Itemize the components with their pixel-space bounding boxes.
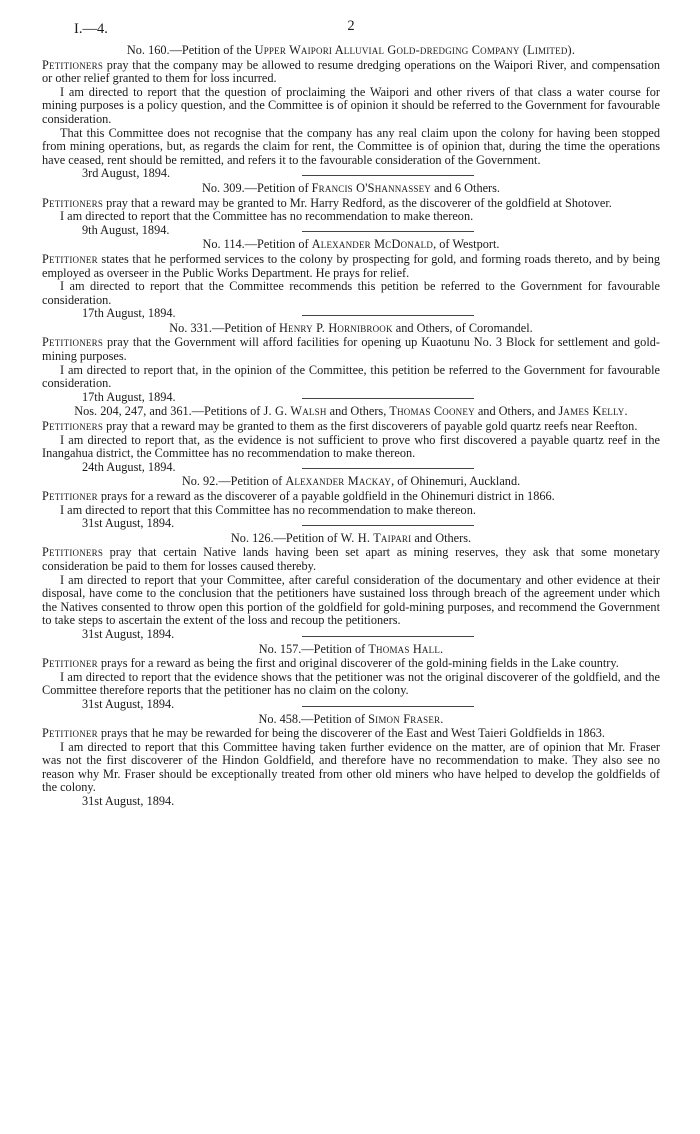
committee-report: [42, 671, 660, 698]
committee-report: [42, 127, 660, 168]
petition-number: No. 160.—Petition of the: [126, 43, 255, 57]
committee-report: [42, 364, 660, 391]
report-date: 31st August, 1894.: [82, 626, 175, 641]
petitioner-lead: Petitioners: [42, 57, 104, 72]
report-date: 17th August, 1894.: [82, 389, 176, 404]
paragraph-text: I am directed to report that, as the evidence is not sufficient to prove who first discovered a payable quartz reef in the Inangahua district, the Committee has no recommendation to make thereon.: [42, 432, 660, 461]
paragraph-text: prays for a reward as being the first and original discoverer of the gold-mining fields in the Lake country.: [97, 656, 619, 671]
petition-number: No. 309.—Petition of: [201, 180, 312, 195]
section-divider: [302, 398, 474, 399]
petition-prayer: [42, 727, 660, 741]
petitioner-lead: Petitioners: [42, 335, 104, 350]
petition-number: No. 114.—Petition of: [202, 237, 312, 252]
paragraph-text: I am directed to report that the evidence shows that the petitioner was not the original discoverer of the goldfield, and the Committee therefore reports that the petitioner has no claim on the colony.: [42, 669, 660, 698]
petition-number: , of Ohinemuri, Auckland.: [391, 474, 521, 489]
petitioner-name: James Kelly.: [558, 404, 628, 419]
petitioner-name: Thomas Cooney: [389, 404, 475, 419]
petitioner-name: W. H. Taipari: [340, 530, 412, 545]
petition-title: [42, 44, 660, 58]
petition-entry: [42, 530, 660, 641]
petition-prayer: [42, 657, 660, 671]
petitioner-lead: Petitioners: [42, 545, 104, 560]
paragraph-text: pray that a reward may be granted to Mr. Harry Redford, as the discoverer of the goldfield at Shotover.: [103, 195, 612, 210]
paragraph-text: pray that the company may be allowed to resume dredging operations on the Waipori River, and compensation or other relief granted to them for loss incurred.: [42, 57, 660, 86]
petition-prayer: [42, 197, 660, 211]
committee-report: [42, 741, 660, 795]
paragraph-text: I am directed to report that the Committee recommends this petition be referred to the Government for favourable consideration.: [42, 279, 660, 307]
paragraph-text: That this Committee does not recognise that the company has any real claim upon the colony for having been stopped from mining operations, but, as regards the claim for rent, the Committee is of opinion that, during the time the operations have ceased, rent should be remitted, and refers it to the favourable consideration of the Government.: [42, 125, 660, 167]
paragraph-text: pray that certain Native lands having been set apart as mining reserves, they ask that some monetary consideration be paid to them for losses caused thereby.: [42, 545, 660, 573]
section-divider: [302, 636, 474, 637]
paragraph-text: prays that he may be rewarded for being the discoverer of the East and West Taieri Goldfields in 1863.: [97, 726, 606, 741]
report-date: 9th August, 1894.: [82, 222, 170, 237]
petition-title: [42, 405, 660, 419]
petition-prayer: [42, 420, 660, 434]
petitioner-name: Alexander McDonald: [311, 237, 434, 252]
committee-report: [42, 210, 660, 224]
petition-title: [42, 475, 660, 489]
petitioner-name: Francis O'Shannassey: [311, 180, 432, 195]
petition-title: [42, 182, 660, 196]
paragraph-text: I am directed to report that this Committee has no recommendation to make thereon.: [60, 502, 476, 517]
report-date: 31st August, 1894.: [82, 696, 175, 711]
paragraph-text: states that he performed services to the colony by prospecting for gold, and forming roads thereto, and by being employed as overseer in the Public Works Department. He prays for relief.: [42, 251, 660, 280]
paragraph-text: prays for a reward as the discoverer of a payable goldfield in the Ohinemuri district in 1866.: [97, 489, 555, 503]
committee-report: [42, 574, 660, 628]
petition-title: [42, 532, 660, 546]
section-divider: [302, 231, 474, 232]
section-divider: [302, 525, 474, 526]
petitioner-lead: Petitioners: [42, 195, 104, 210]
petitioner-name: Upper Waipori Alluvial Gold-dredging Company (Limited).: [254, 43, 576, 57]
committee-report: [42, 86, 660, 127]
petitioner-lead: Petitioner: [42, 726, 98, 741]
petitioner-name: Simon Fraser.: [368, 711, 444, 726]
page-number: 2: [347, 18, 355, 34]
paragraph-text: I am directed to report that, in the opinion of the Committee, this petition be referred to the Government for favourable consideration.: [42, 362, 660, 391]
report-date: 31st August, 1894.: [82, 516, 175, 531]
petition-number: No. 157.—Petition of: [258, 641, 369, 656]
paragraph-text: I am directed to report that the question of proclaiming the Waipori and other rivers of that class a water course for mining purposes is a policy question, and the Committee is of opinion it should be referred to the Government for favourable consideration.: [42, 84, 660, 126]
petition-number: , of Westport.: [433, 237, 500, 252]
committee-report: [42, 504, 660, 518]
report-date: 24th August, 1894.: [82, 459, 176, 474]
petition-entry: [42, 320, 660, 404]
section-divider: [302, 468, 474, 469]
committee-report: [42, 280, 660, 307]
paragraph-text: I am directed to report that the Committee has no recommendation to make thereon.: [60, 209, 474, 224]
report-date: 31st August, 1894.: [82, 794, 175, 809]
petition-entry: [42, 641, 660, 711]
petitioner-name: Thomas Hall.: [368, 641, 444, 656]
section-divider: [302, 315, 474, 316]
petition-number: Nos. 204, 247, and 361.—Petitions of: [74, 404, 264, 419]
section-divider: [302, 175, 474, 176]
report-date: 17th August, 1894.: [82, 306, 176, 321]
paragraph-text: I am directed to report that your Committee, after careful consideration of the documentary and other evidence at their disposal, have come to the conclusion that the petitioners have sustained loss through breach of the agreement under which the Natives consented to throw open this portion of the goldfield for gold-mining purposes, and recommend the Government to take steps to ascertain the extent of the loss and recoup the petitioners.: [42, 572, 660, 628]
paragraph-text: pray that the Government will afford facilities for opening up Kuaotunu No. 3 Block for settlement and gold-mining purposes.: [42, 335, 660, 364]
petitioner-name: Henry P. Hornibrook: [278, 320, 393, 335]
petition-number: No. 92.—Petition of: [181, 474, 286, 489]
petition-entry: [42, 404, 660, 474]
petitioner-lead: Petitioners: [42, 419, 104, 434]
section-divider: [302, 706, 474, 707]
petition-prayer: [42, 336, 660, 363]
petitioner-lead: Petitioner: [42, 251, 98, 266]
petition-number: and Others, of Coromandel.: [392, 320, 533, 335]
petition-title: [42, 238, 660, 252]
petitioner-name: J. G. Walsh: [263, 404, 327, 419]
petitioner-name: Alexander Mackay: [285, 474, 392, 489]
paper-reference: I.—4.: [74, 21, 108, 37]
petition-number: and Others.: [411, 530, 472, 545]
petition-number: and 6 Others.: [431, 180, 500, 195]
petition-number: No. 126.—Petition of: [230, 530, 341, 545]
petition-prayer: [42, 59, 660, 86]
petition-number: and Others,: [326, 404, 390, 419]
committee-report: [42, 434, 660, 461]
petition-entry: [42, 237, 660, 321]
petition-prayer: [42, 546, 660, 573]
petition-title: [42, 643, 660, 657]
page-header: [42, 0, 660, 44]
report-date: 3rd August, 1894.: [82, 166, 171, 181]
paragraph-text: I am directed to report that this Committee having taken further evidence on the matter, are of opinion that Mr. Fraser was not the first discoverer of the Hindon Goldfield, and therefore have no recommendation to make. They also see no reason why Mr. Fraser should be exceptionally treated from other old miners who have helped to develop the goldfields of the colony.: [42, 739, 660, 795]
petition-number: and Others, and: [474, 404, 559, 419]
petition-entry: [42, 474, 660, 531]
petitions-list: [42, 44, 660, 809]
petition-title: [42, 713, 660, 727]
petition-entry: [42, 43, 660, 181]
petitioner-lead: Petitioner: [42, 489, 98, 503]
petition-number: No. 458.—Petition of: [258, 711, 369, 726]
petitioner-lead: Petitioner: [42, 656, 98, 671]
petition-entry: [42, 713, 660, 809]
paragraph-text: pray that a reward may be granted to them as the first discoverers of payable gold quartz reefs near Reefton.: [103, 419, 638, 434]
petition-number: No. 331.—Petition of: [169, 320, 279, 335]
petition-prayer: [42, 253, 660, 280]
petition-entry: [42, 180, 660, 237]
petition-title: [42, 322, 660, 336]
petition-prayer: [42, 490, 660, 504]
